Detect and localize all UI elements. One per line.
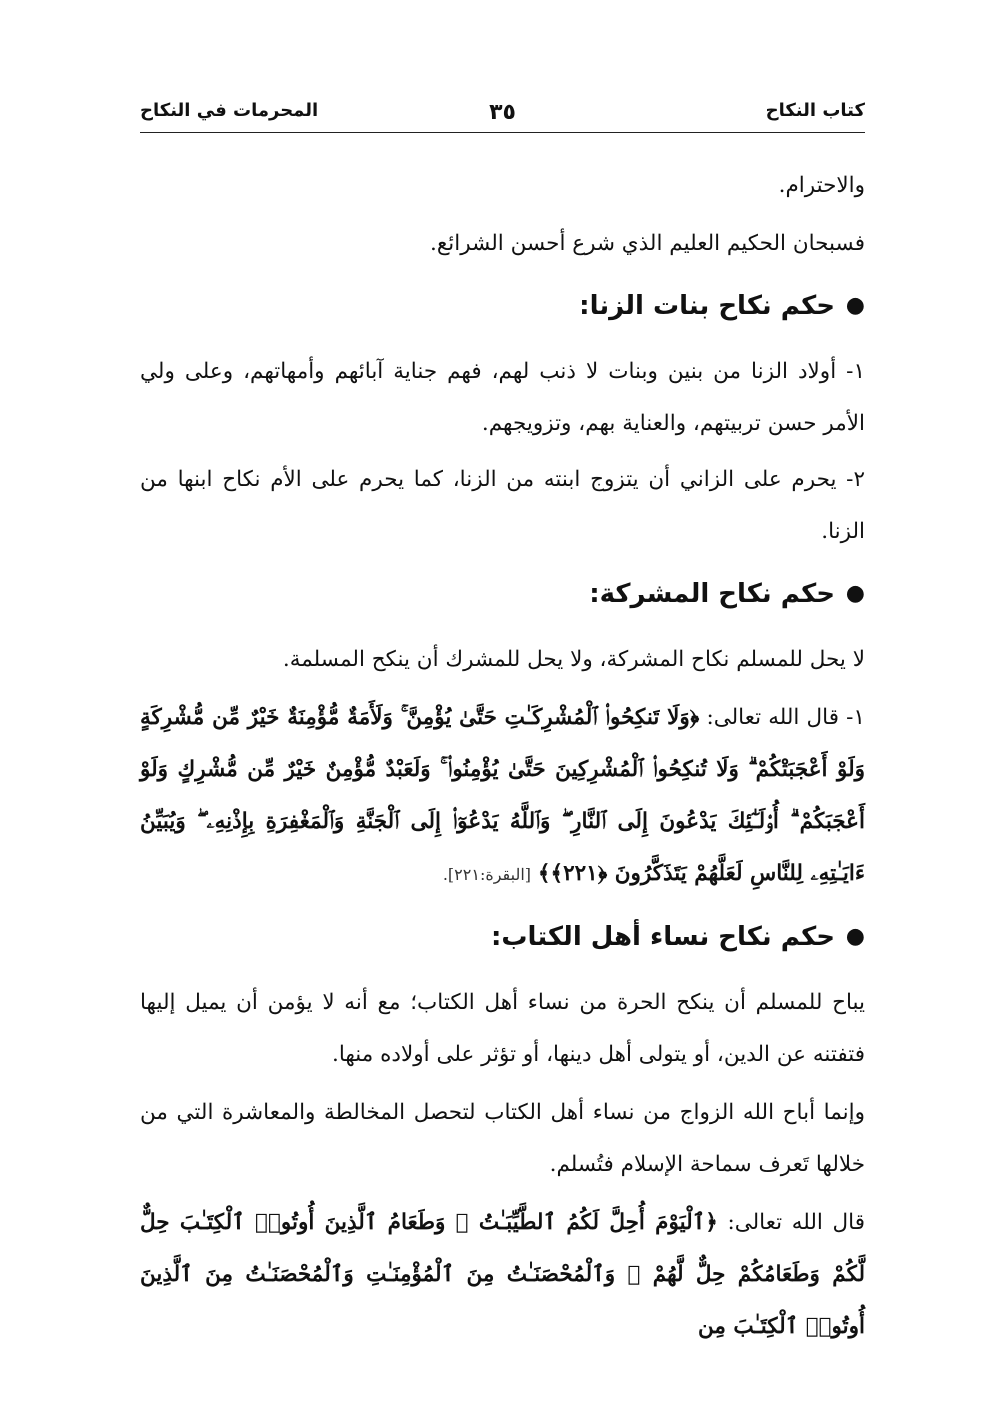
bullet-icon: ● — [845, 293, 865, 318]
item-text: يحرم على الزاني أن يتزوج ابنته من الزنا، كما يحرم على الأم نكاح ابنها من الزنا. — [140, 467, 865, 544]
quote-intro: قال الله تعالى: — [727, 1210, 865, 1235]
bullet-icon: ● — [845, 581, 865, 606]
item-number: ١- — [846, 359, 865, 384]
item-text: أولاد الزنا من بنين وبنات لا ذنب لهم، فهم جناية آبائهم وأمهاتهم، وعلى ولي الأمر حسن تربيتهم، والعناية بهم، وتزويجهم. — [140, 359, 865, 436]
heading-text: حكم نكاح المشركة: — [589, 579, 835, 609]
paragraph — [140, 1197, 865, 1353]
paragraph: فسبحان الحكيم العليم الذي شرع أحسن الشرائع. — [429, 231, 865, 256]
list-item — [140, 692, 865, 901]
paragraph: وإنما أباح الله الزواج من نساء أهل الكتاب لتحصل المخالطة والمعاشرة التي من خلالها تَعرف سماحة الإسلام فتُسلم. — [140, 1100, 865, 1177]
section-heading — [140, 909, 865, 965]
list-item — [140, 346, 865, 450]
section-heading — [140, 566, 865, 622]
list-item — [140, 454, 865, 558]
chapter-title: المحرمات في النكاح — [140, 100, 319, 121]
quran-verse: ﴿ٱلْيَوْمَ أُحِلَّ لَكُمُ ٱلطَّيِّبَـٰتُ ۖ وَطَعَامُ ٱلَّذِينَ أُوتُوا۟ ٱلْكِتَـٰبَ حِلٌّ لَّكُمْ وَطَعَامُكُمْ حِلٌّ لَّهُمْ ۖ وَٱلْمُحْصَنَـٰتُ مِنَ ٱلْمُؤْمِنَـٰتِ وَٱلْمُحْصَنَـٰتُ مِنَ ٱلَّذِينَ أُوتُوا۟ ٱلْكِتَـٰبَ مِن — [140, 1210, 865, 1339]
heading-text: حكم نكاح نساء أهل الكتاب: — [491, 922, 835, 952]
paragraph: والاحترام. — [778, 173, 865, 198]
paragraph: لا يحل للمسلم نكاح المشركة، ولا يحل للمشرك أن ينكح المسلمة. — [282, 647, 865, 672]
verse-reference: [البقرة:٢٢١]. — [442, 865, 532, 884]
page-number: ٣٥ — [489, 100, 516, 125]
quran-verse: ﴿وَلَا تَنكِحُوا۟ ٱلْمُشْرِكَـٰتِ حَتَّىٰ يُؤْمِنَّ ۚ وَلَأَمَةٌ مُّؤْمِنَةٌ خَيْرٌ مِّن مُّشْرِكَةٍ وَلَوْ أَعْجَبَتْكُمْ ۗ وَلَا تُنكِحُوا۟ ٱلْمُشْرِكِينَ حَتَّىٰ يُؤْمِنُوا۟ ۚ وَلَعَبْدٌ مُّؤْمِنٌ خَيْرٌ مِّن مُّشْرِكٍ وَلَوْ أَعْجَبَكُمْ ۗ أُو۟لَـٰٓئِكَ يَدْعُونَ إِلَى ٱلنَّارِ ۖ وَٱللَّهُ يَدْعُوٓا۟ إِلَى ٱلْجَنَّةِ وَٱلْمَغْفِرَةِ بِإِذْنِهِۦ ۖ وَيُبَيِّنُ ءَايَـٰتِهِۦ لِلنَّاسِ لَعَلَّهُمْ يَتَذَكَّرُونَ ﴿٢٢١﴾﴾ — [140, 705, 865, 886]
bullet-icon: ● — [845, 924, 865, 949]
quote-intro: قال الله تعالى: — [706, 705, 839, 730]
item-number: ١- — [846, 705, 865, 730]
running-header — [140, 96, 865, 133]
section-heading — [140, 278, 865, 334]
book-title: كتاب النكاح — [765, 100, 865, 121]
page-body — [140, 160, 865, 1359]
paragraph: يباح للمسلم أن ينكح الحرة من نساء أهل الكتاب؛ مع أنه لا يؤمن أن يميل إليها فتفتنه عن الدين، أو يتولى أهل دينها، أو تؤثر على أولاده منها. — [140, 990, 865, 1067]
heading-text: حكم نكاح بنات الزنا: — [579, 291, 835, 321]
item-number: ٢- — [846, 467, 865, 492]
